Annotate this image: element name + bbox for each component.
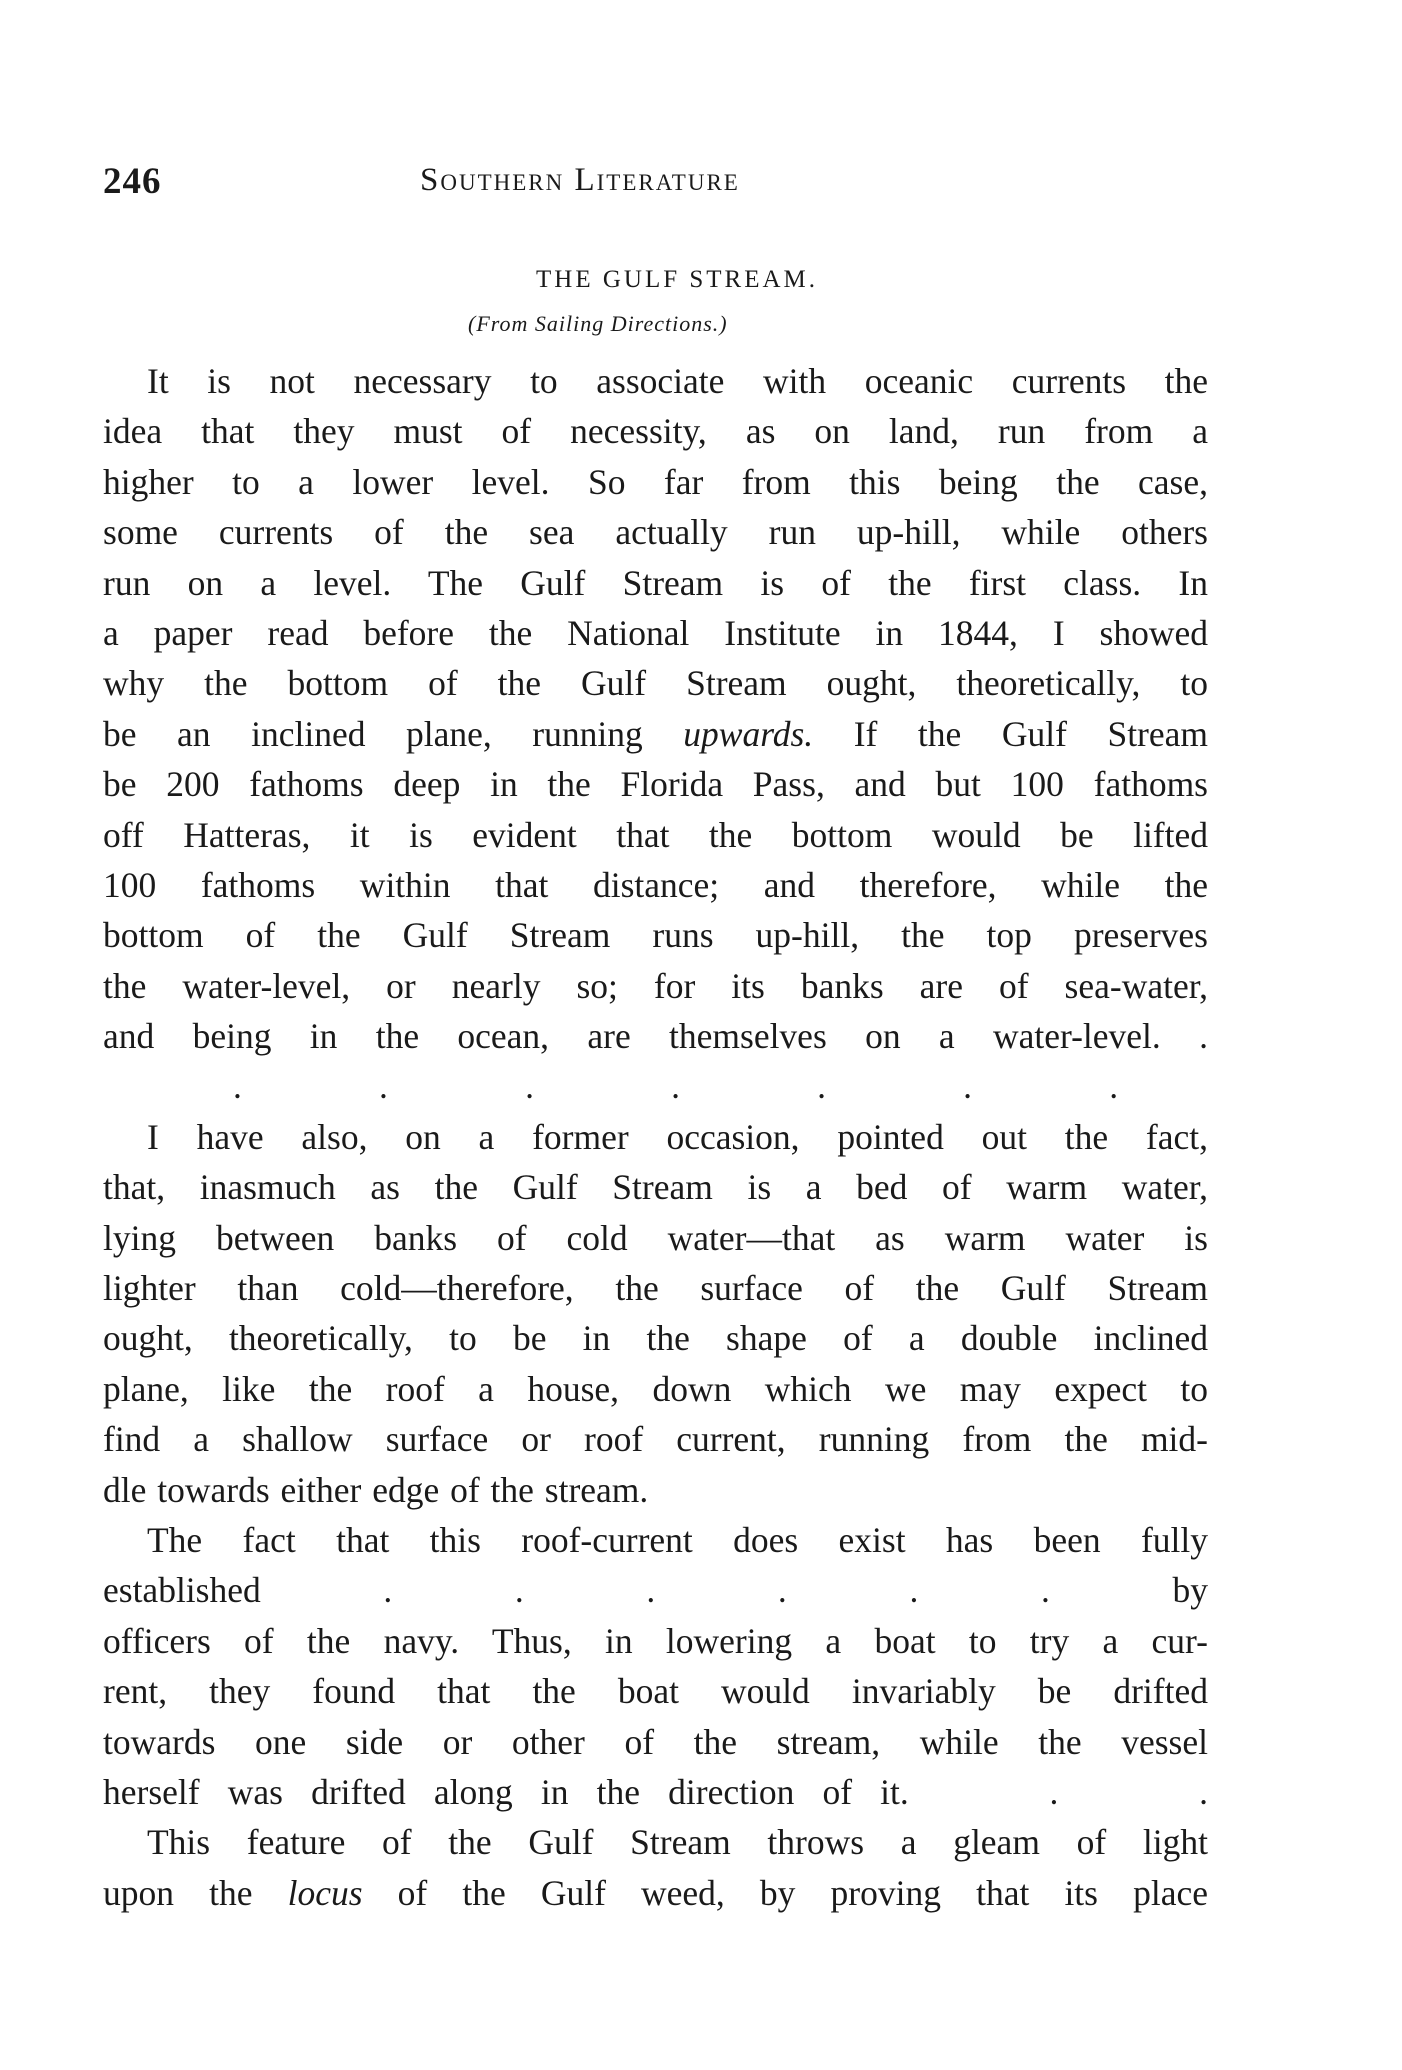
text-line: find a shallow surface or roof current, running from the mid-: [103, 1419, 1208, 1460]
paragraph: [103, 356, 1208, 1061]
text-line: I have also, on a former occasion, pointed out the fact,: [147, 1116, 1208, 1157]
article-source: (From Sailing Directions.): [468, 311, 728, 336]
text-line: herself was drifted along in the direction of it. . .: [103, 1771, 1208, 1812]
text-fragment: be an inclined plane, running: [103, 713, 684, 754]
text-fragment: upon the: [103, 1872, 288, 1913]
emphasis: upwards.: [683, 713, 814, 754]
text-line: that, inasmuch as the Gulf Stream is a bed of warm water,: [103, 1167, 1208, 1208]
text-line: 100 fathoms within that distance; and therefore, while the: [103, 864, 1208, 905]
text-line: rent, they found that the boat would invariably be drifted: [103, 1671, 1208, 1712]
emphasis: locus: [287, 1872, 363, 1913]
text-line: dle towards either edge of the stream.: [103, 1469, 649, 1510]
text-line: ought, theoretically, to be in the shape of a double inclined: [103, 1318, 1208, 1359]
text-line: plane, like the roof a house, down which we may expect to: [103, 1368, 1208, 1409]
text-line: lighter than cold—therefore, the surface of the Gulf Stream: [103, 1268, 1208, 1309]
paragraph: [103, 1112, 1208, 1515]
text-line: established . . . . . . by: [103, 1570, 1208, 1611]
page-header: [103, 160, 1208, 220]
text-line: and being in the ocean, are themselves on a water-level. .: [103, 1016, 1208, 1057]
text-line: the water-level, or nearly so; for its banks are of sea-water,: [103, 965, 1208, 1006]
article-title-wrap: [0, 266, 1402, 294]
ellipsis-dot: .: [963, 1066, 973, 1107]
ellipsis-row: [103, 1061, 1208, 1111]
text-line: why the bottom of the Gulf Stream ought, theoretically, to: [103, 663, 1208, 704]
text-line: [103, 709, 1208, 759]
text-fragment: of the Gulf weed, by proving that its place: [362, 1872, 1208, 1913]
text-line: The fact that this roof-current does exist has been fully: [147, 1519, 1208, 1560]
article-title: THE GULF STREAM.: [536, 266, 819, 293]
text-line: officers of the navy. Thus, in lowering a boat to try a cur-: [103, 1620, 1208, 1661]
ellipsis-dot: .: [379, 1066, 388, 1107]
ellipsis-dot: .: [671, 1066, 680, 1107]
text-line: off Hatteras, it is evident that the bottom would be lifted: [103, 814, 1208, 855]
text-line: towards one side or other of the stream, while the vessel: [103, 1721, 1208, 1762]
text-line: run on a level. The Gulf Stream is of the first class. In: [103, 562, 1208, 603]
text-line: [103, 1868, 1208, 1918]
text-line: higher to a lower level. So far from this being the case,: [103, 461, 1208, 502]
text-line: a paper read before the National Institute in 1844, I showed: [103, 612, 1208, 653]
text-line: bottom of the Gulf Stream runs up-hill, the top preserves: [103, 915, 1208, 956]
page-number: 246: [103, 161, 162, 202]
text-line: This feature of the Gulf Stream throws a gleam of light: [147, 1822, 1208, 1863]
text-line: idea that they must of necessity, as on land, run from a: [103, 411, 1208, 452]
paragraph: [103, 1817, 1208, 1918]
ellipsis-dot: .: [233, 1066, 242, 1107]
text-fragment: If the Gulf Stream: [813, 713, 1208, 754]
paragraph: [103, 1515, 1208, 1817]
ellipsis-dot: .: [1109, 1066, 1119, 1107]
text-line: be 200 fathoms deep in the Florida Pass, and but 100 fathoms: [103, 764, 1208, 805]
text-line: It is not necessary to associate with oceanic currents the: [147, 361, 1208, 401]
ellipsis-dot: .: [525, 1066, 534, 1107]
ellipsis-dot: .: [817, 1066, 826, 1107]
article-body: [103, 356, 1208, 1918]
running-head: Southern Literature: [420, 162, 740, 198]
text-line: lying between banks of cold water—that as warm water is: [103, 1217, 1208, 1258]
text-line: some currents of the sea actually run up-hill, while others: [103, 512, 1208, 553]
